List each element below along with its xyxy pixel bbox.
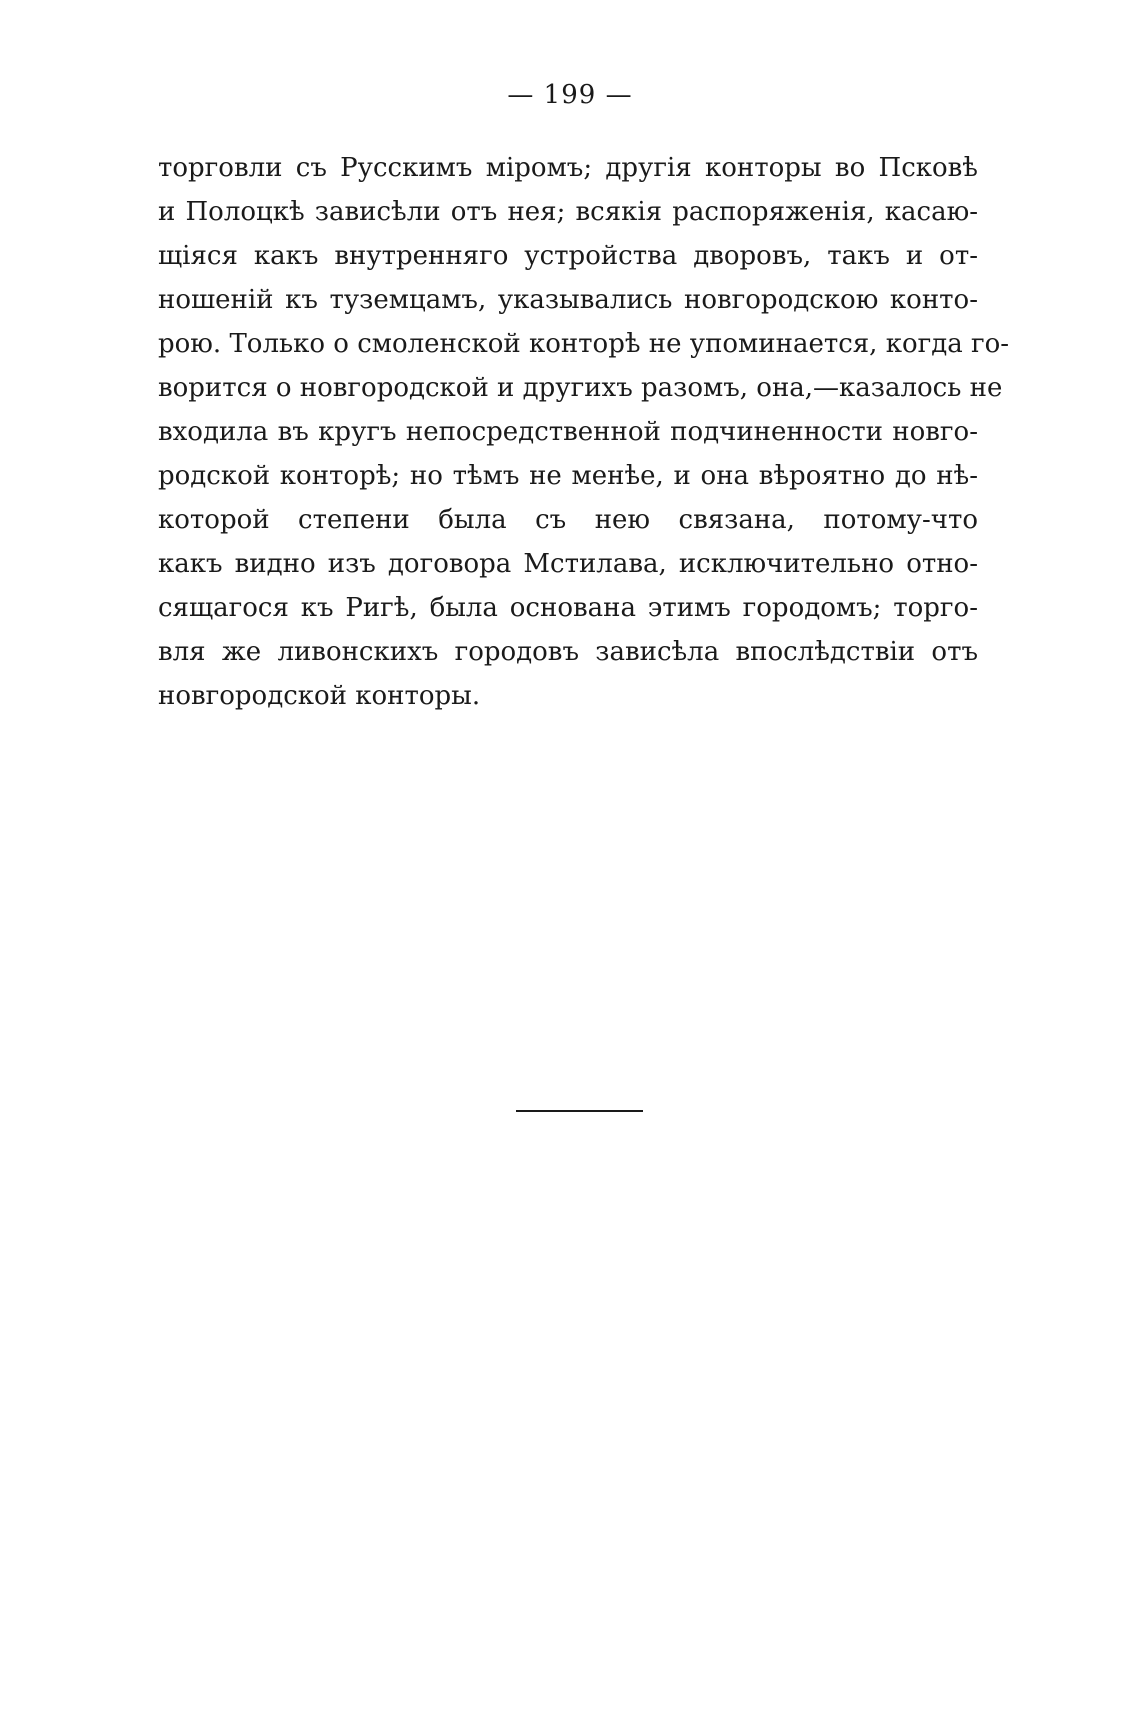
page-number: — 199 — <box>507 80 633 110</box>
text-line: которой степени была съ нею связана, потому-что <box>158 505 978 535</box>
text-line: ворится о новгородской и другихъ разомъ, она,—казалось не <box>158 373 1003 403</box>
paragraph <box>158 146 1010 718</box>
text-line: рою. Только о смоленской конторѣ не упоминается, когда го- <box>158 329 1010 359</box>
text-line: вля же ливонскихъ городовъ зависѣла впослѣдствіи отъ <box>158 637 978 667</box>
end-rule <box>516 1110 643 1112</box>
text-line: родской конторѣ; но тѣмъ не менѣе, и она вѣроятно до нѣ- <box>158 461 978 491</box>
text-line: новгородской конторы. <box>158 681 481 711</box>
text-line: и Полоцкѣ зависѣли отъ нея; всякія распоряженія, касаю- <box>158 197 978 227</box>
text-line: торговли съ Русскимъ міромъ; другія конторы во Псковѣ <box>158 153 978 183</box>
text-line: входила въ кругъ непосредственной подчиненности новго- <box>158 417 978 447</box>
text-line: какъ видно изъ договора Мстилава, исключительно отно- <box>158 549 978 579</box>
text-line: щіяся какъ внутренняго устройства дворовъ, такъ и от- <box>158 241 978 271</box>
text-line: сящагося къ Ригѣ, была основана этимъ городомъ; торго- <box>158 593 978 623</box>
text-line: ношеній къ туземцамъ, указывались новгородскою конто- <box>158 285 978 315</box>
